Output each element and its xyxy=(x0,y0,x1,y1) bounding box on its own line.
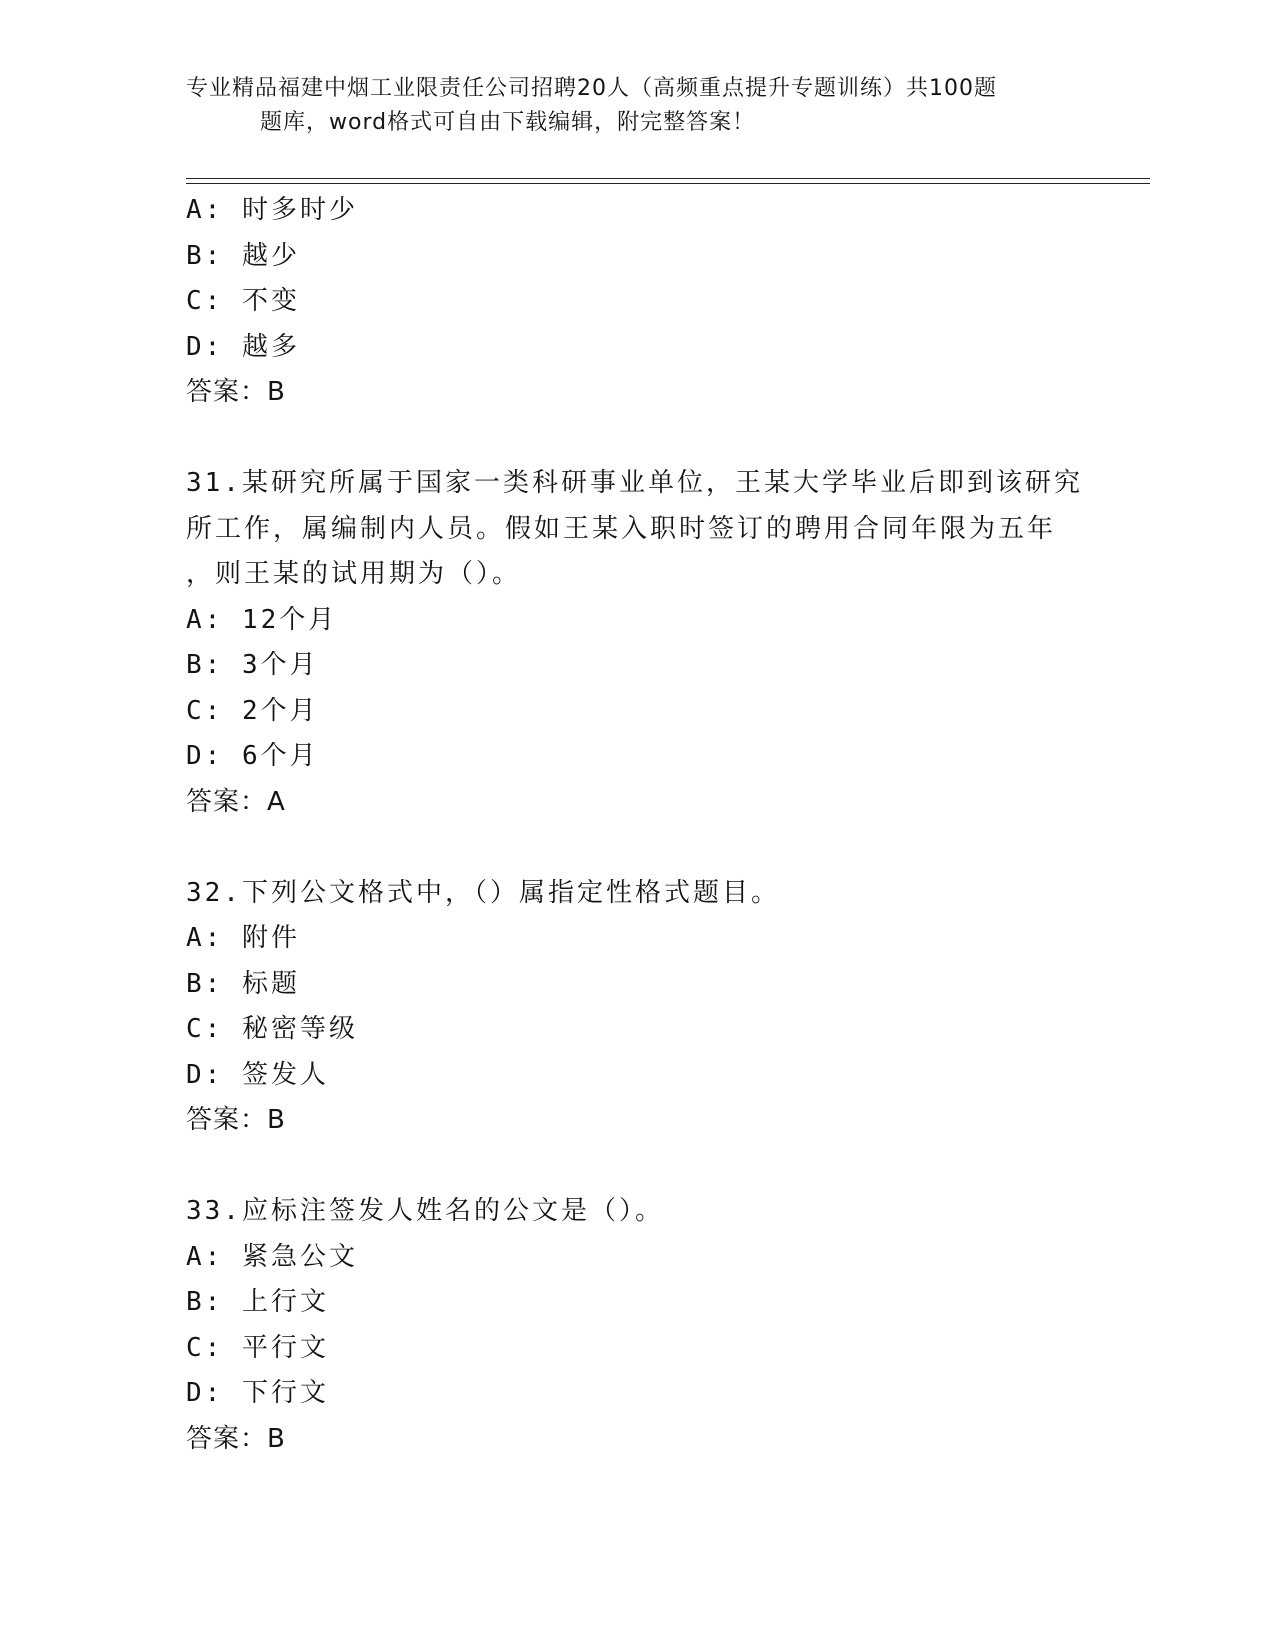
option-c: C: 秘密等级 xyxy=(186,1014,358,1044)
question-stem-line: 所工作，属编制内人员。假如王某入职时签订的聘用合同年限为五年 xyxy=(186,513,1057,544)
option-d: D: 下行文 xyxy=(186,1378,329,1408)
option-d: D: 签发人 xyxy=(186,1059,329,1090)
header-title-line-1: 专业精品福建中烟工业限责任公司招聘20人（高频重点提升专题训练）共100题 xyxy=(186,76,997,101)
question-list xyxy=(186,188,1086,1462)
option-a: A: 紧急公文 xyxy=(186,1241,358,1272)
question-stem-line: 31.某研究所属于国家一类科研事业单位，王某大学毕业后即到该研究 xyxy=(186,468,1083,498)
option-d: D: 6个月 xyxy=(186,741,319,771)
question-stem: 32.下列公文格式中，（）属指定性格式题目。 xyxy=(186,877,780,908)
option-d: D: 越多 xyxy=(186,331,300,362)
option-b: B: 上行文 xyxy=(186,1287,329,1317)
answer-line: 答案：B xyxy=(186,1105,286,1135)
option-c: C: 2个月 xyxy=(186,695,319,726)
spacer xyxy=(186,416,1086,462)
option-a: A: 附件 xyxy=(186,923,300,953)
question-31 xyxy=(186,461,1086,825)
header-title-line-2: 题库，word格式可自由下载编辑，附完整答案！ xyxy=(260,110,756,135)
option-b: B: 标题 xyxy=(186,968,300,999)
header-rule-bottom xyxy=(186,183,1150,184)
header-rule-top xyxy=(186,178,1150,179)
option-c: C: 不变 xyxy=(186,286,300,316)
answer-line: 答案：B xyxy=(186,377,286,407)
option-a: A: 12个月 xyxy=(186,604,338,635)
question-30-options xyxy=(186,188,1086,416)
option-b: B: 越少 xyxy=(186,240,300,271)
answer-line: 答案：A xyxy=(186,786,286,817)
option-a: A: 时多时少 xyxy=(186,195,358,225)
question-33 xyxy=(186,1189,1086,1462)
document-header xyxy=(186,72,1086,140)
question-stem-line: ，则王某的试用期为（）。 xyxy=(186,559,522,589)
spacer xyxy=(186,825,1086,871)
option-b: B: 3个月 xyxy=(186,650,319,680)
answer-line: 答案：B xyxy=(186,1423,286,1454)
question-stem: 33.应标注签发人姓名的公文是（）。 xyxy=(186,1196,664,1226)
spacer xyxy=(186,1144,1086,1190)
option-c: C: 平行文 xyxy=(186,1332,329,1363)
question-32 xyxy=(186,871,1086,1144)
